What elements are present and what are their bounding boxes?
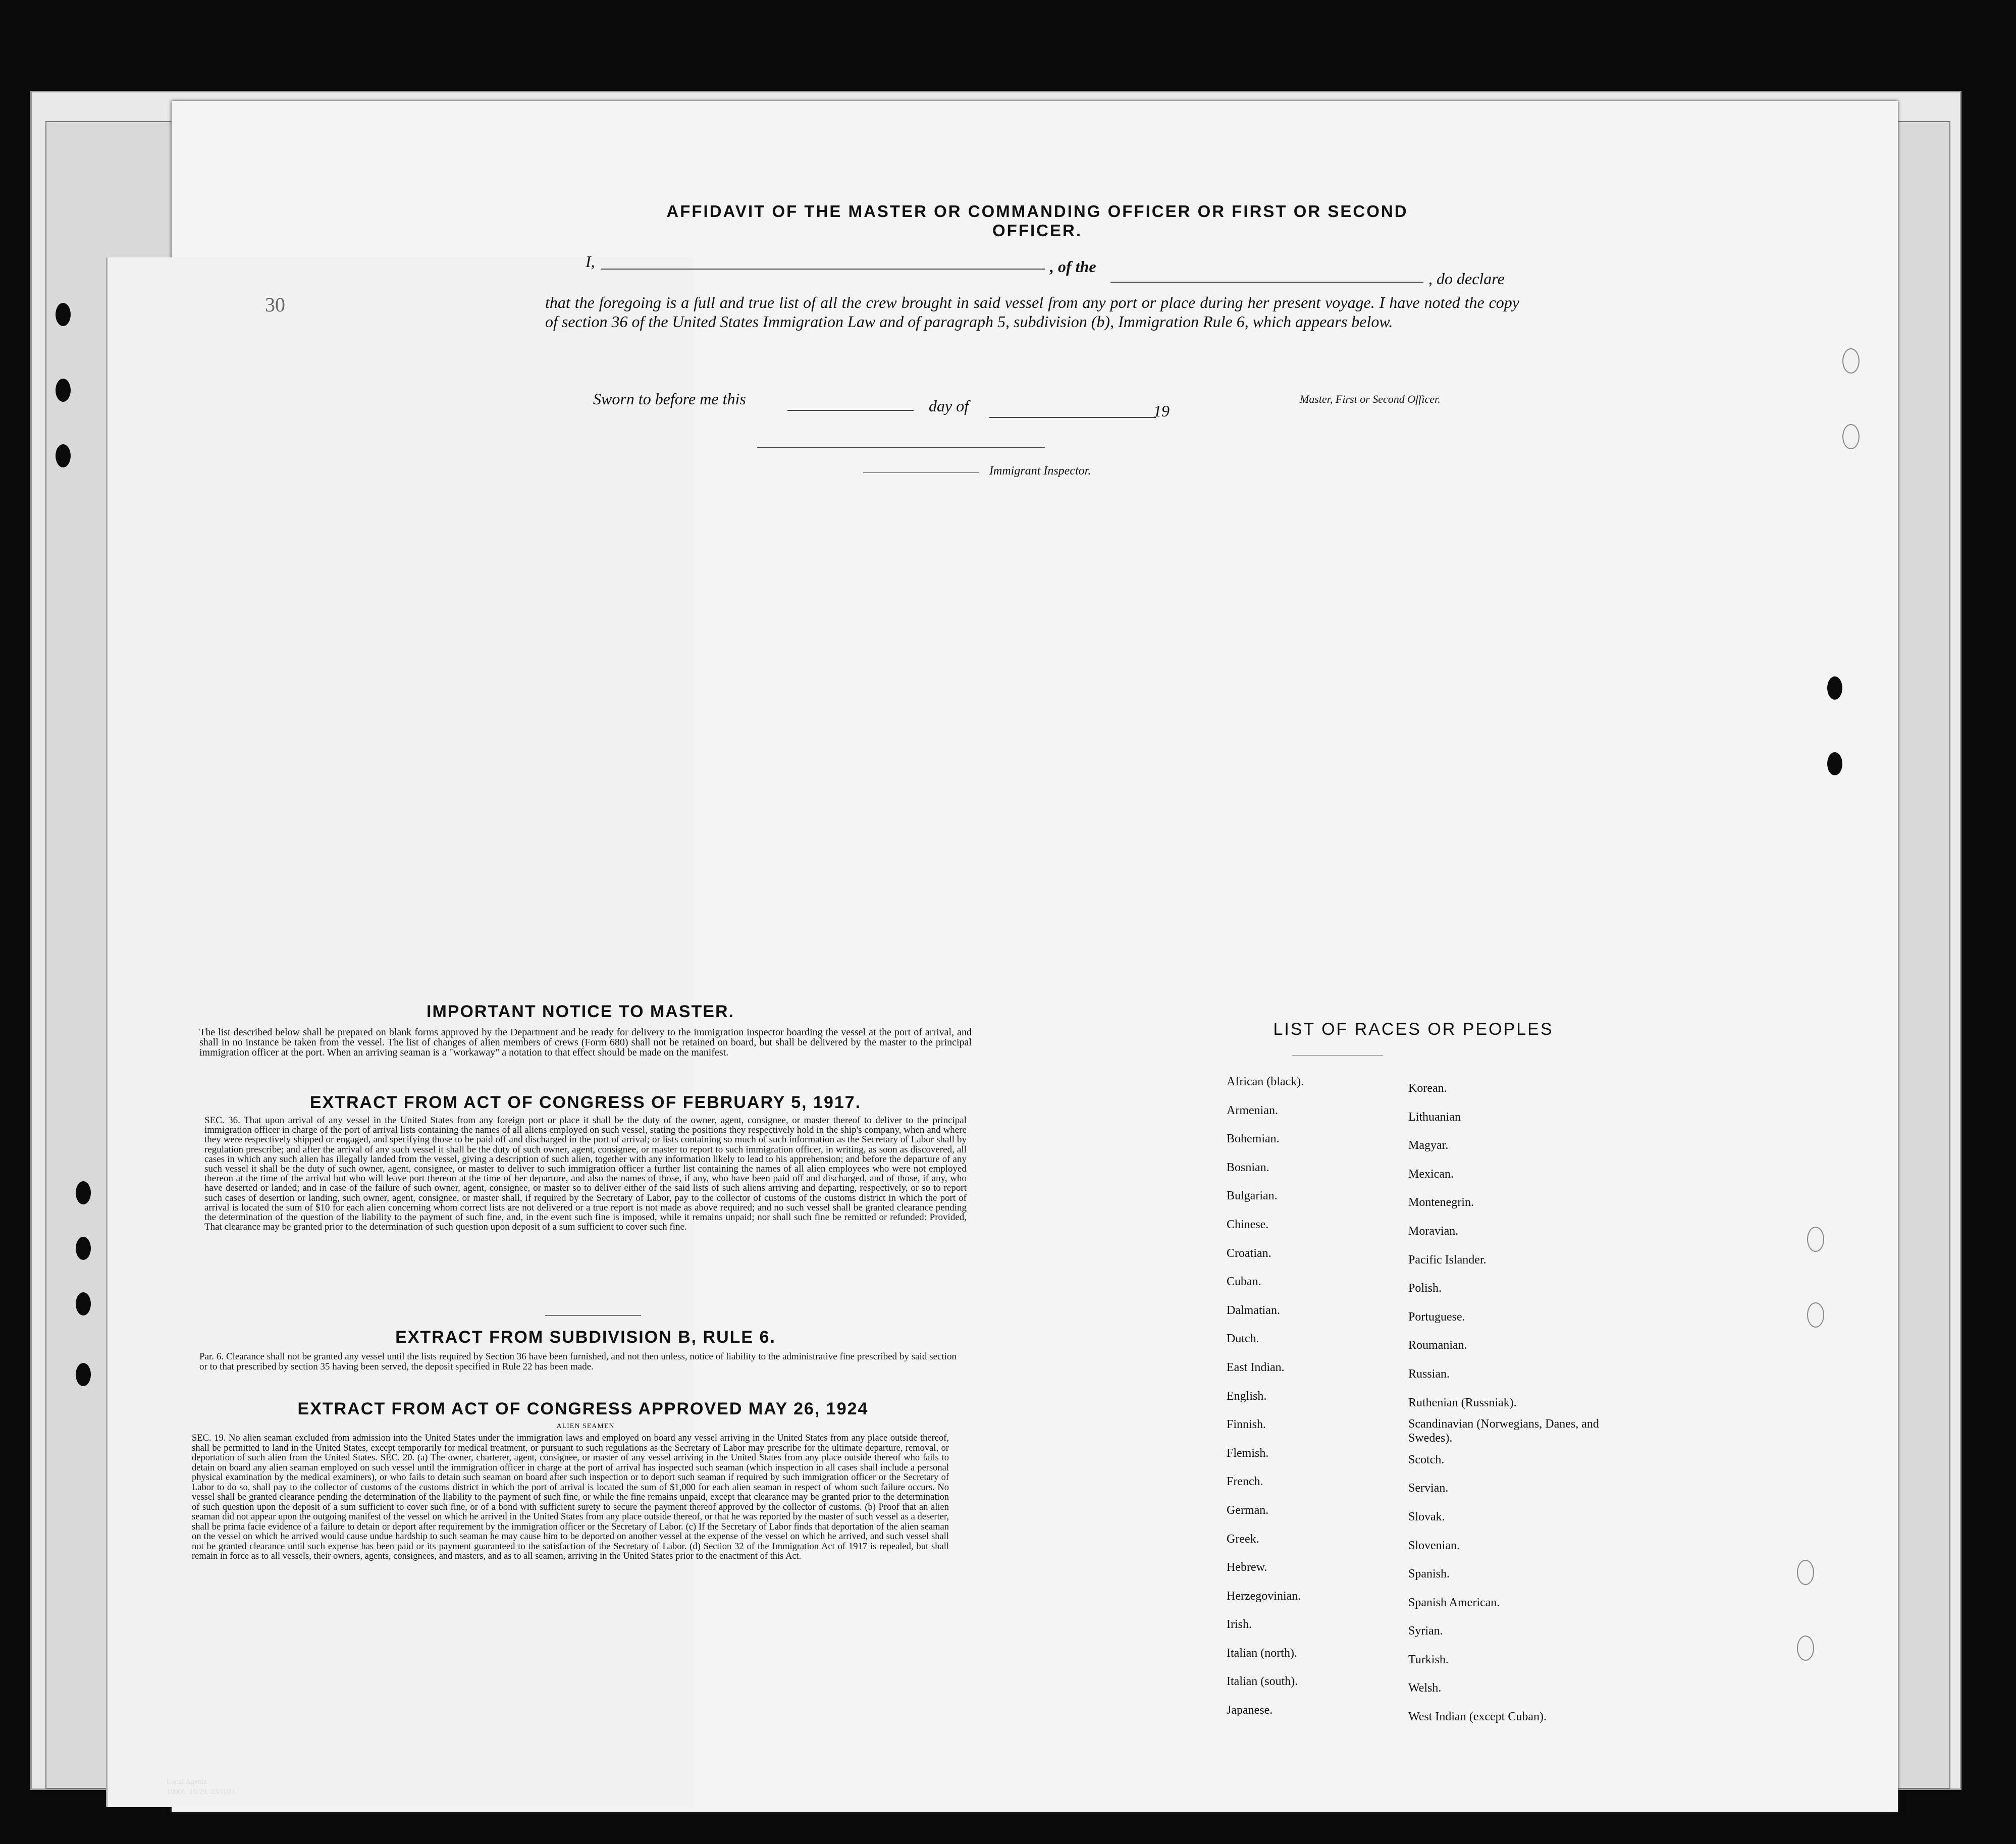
races-column-2	[1408, 1074, 1620, 1731]
affidavit-do-declare: , do declare	[1428, 270, 1505, 288]
punch-hole	[1807, 1302, 1824, 1328]
race-item: Italian (north).	[1227, 1646, 1297, 1660]
race-item: Lithuanian	[1408, 1110, 1461, 1124]
day-of-label: day of	[929, 397, 969, 415]
race-item: Irish.	[1227, 1618, 1252, 1631]
race-item: English.	[1227, 1389, 1267, 1403]
race-item: Roumanian.	[1408, 1339, 1467, 1352]
race-item: Polish.	[1408, 1282, 1442, 1295]
races-divider	[1292, 1055, 1383, 1056]
page-number: 30	[265, 293, 285, 316]
race-item: Chinese.	[1227, 1218, 1269, 1231]
race-item: German.	[1227, 1503, 1269, 1517]
race-item: Japanese.	[1227, 1704, 1273, 1717]
punch-hole	[1797, 1636, 1814, 1661]
sworn-day-blank	[787, 410, 914, 411]
race-item: African (black).	[1227, 1075, 1304, 1088]
race-item: Dalmatian.	[1227, 1303, 1280, 1317]
affidavit-i-label: I,	[586, 252, 595, 271]
footer-line-1: Local Agents	[167, 1778, 207, 1786]
race-item: Croatian.	[1227, 1246, 1271, 1260]
race-item: Cuban.	[1227, 1275, 1261, 1289]
sworn-month-blank	[989, 417, 1156, 418]
race-item: Herzegovinian.	[1227, 1589, 1301, 1603]
race-item: Mexican.	[1408, 1167, 1454, 1181]
race-item: Finnish.	[1227, 1418, 1266, 1432]
section-divider	[545, 1315, 641, 1316]
races-title: LIST OF RACES OR PEOPLES	[1273, 1020, 1554, 1039]
punch-hole	[1827, 676, 1842, 700]
binder-hole	[76, 1181, 91, 1204]
punch-hole	[1842, 348, 1860, 374]
vessel-blank-line	[1110, 282, 1423, 283]
footer-line-2: 10000. 10/29. 23/1021.	[167, 1788, 237, 1796]
race-item: Portuguese.	[1408, 1310, 1465, 1324]
race-item: Montenegrin.	[1408, 1196, 1474, 1209]
affidavit-text: that the foregoing is a full and true list of all the crew brought in said vessel from any port or place during her present voyage. I have noted the copy of section 36 of the United States Immigration Law and of paragraph 5, subdivision (b), Immigration Rule 6, which appears below.	[545, 293, 1519, 331]
race-item: Servian.	[1408, 1482, 1449, 1495]
race-item: Spanish.	[1408, 1567, 1450, 1581]
race-item: Hebrew.	[1227, 1561, 1267, 1574]
race-item: Spanish American.	[1408, 1596, 1500, 1609]
binder-hole	[56, 444, 71, 467]
affidavit-title: AFFIDAVIT OF THE MASTER OR COMMANDING OFFICER OR FIRST OR SECOND OFFICER.	[666, 202, 1408, 240]
master-signature-label: Master, First or Second Officer.	[1300, 393, 1441, 405]
binder-hole	[76, 1292, 91, 1315]
sworn-label: Sworn to before me this	[593, 390, 746, 408]
race-item: Flemish.	[1227, 1446, 1269, 1460]
race-item: French.	[1227, 1475, 1263, 1489]
race-item: Dutch.	[1227, 1332, 1259, 1346]
footer-agents	[167, 1777, 237, 1797]
race-item: Welsh.	[1408, 1681, 1442, 1695]
race-item: West Indian (except Cuban).	[1408, 1710, 1547, 1724]
notice-text: The list described below shall be prepared on blank forms approved by the Department and be ready for delivery to the immigration inspector boarding the vessel at the port of arrival, and shall in no instance be taken from the vessel. The list of changes of alien members of crews (Form 680) shall not be retained on board, but shall be delivered by the master to the principal immigration officer at the port. When an arriving seaman is a "workaway" a notation to that effect should be made on the manifest.	[199, 1027, 972, 1058]
race-item: Syrian.	[1408, 1624, 1443, 1638]
inspector-line	[863, 472, 979, 473]
race-item: Turkish.	[1408, 1653, 1449, 1666]
extract-1917-text: SEC. 36. That upon arrival of any vessel in the United States from any foreign port or place it shall be the duty of the owner, agent, consignee, or master thereof to deliver to the principal immigration officer in charge of the port of arrival lists containing the names of all aliens employed on such vessel, stating the positions they respectively hold in the ship's company, when and where they were respectively shipped or engaged, and specifying those to be paid off and discharged in the port of arrival; or lists containing so much of such information as the Secretary of Labor shall by regulation prescribe; and after the arrival of any such vessel it shall be the duty of such owner, agent, consignee, or master to report to such immigration officer, in writing, as soon as discovered, all cases in which any such alien has illegally landed from the vessel, giving a description of such alien, together with any information likely to lead to his apprehension; and before the departure of any such vessel it shall be the duty of such owner, agent, consignee, or master to deliver to such immigration officer a further list containing the names of all alien employees who were not employed thereon at the time of the arrival but who will leave port thereon at the time of her departure, and also the names of those, if any, who have been paid off and discharged, and of those, if any, who have deserted or landed; and in case of the failure of such owner, agent, consignee, or master so to deliver either of the said lists of such aliens arriving and departing, respectively, or so to report such cases of desertion or landing, such owner, agent, consignee, or master shall, if required by the Secretary of Labor, pay to the collector of customs of the customs district in which the port of arrival is located the sum of $10 for each alien concerning whom correct lists are not delivered or a true report is not made as above required; and no such vessel shall be granted clearance pending the determination of the question of the liability to the payment of such fine, and, in the event such fine is imposed, while it remains unpaid; nor shall such fine be remitted or refunded: Provided, That clearance may be granted prior to the determination of such question upon deposit of a sum sufficient to cover such fine.	[204, 1115, 967, 1233]
punch-hole	[1827, 752, 1842, 775]
inspector-label: Immigrant Inspector.	[989, 464, 1091, 478]
affidavit-of-the: , of the	[1050, 257, 1096, 276]
race-item: Scotch.	[1408, 1453, 1445, 1466]
extract-1924-title: EXTRACT FROM ACT OF CONGRESS APPROVED MAY 26, 1924	[297, 1399, 869, 1418]
binder-hole	[56, 303, 71, 326]
race-item: Magyar.	[1408, 1139, 1449, 1152]
race-item: Armenian.	[1227, 1103, 1278, 1117]
rule6-title: EXTRACT FROM SUBDIVISION B, RULE 6.	[395, 1328, 776, 1347]
race-item: Greek.	[1227, 1532, 1259, 1546]
race-item: Russian.	[1408, 1367, 1450, 1381]
rule6-text: Par. 6. Clearance shall not be granted any vessel until the lists required by Section 36 have been furnished, and not then unless, notice of liability to the administrative fine prescribed by said section or to that prescribed by section 35 having been served, the deposit specified in Rule 22 has been made.	[199, 1351, 957, 1372]
races-column-1	[1227, 1068, 1378, 1725]
race-item: Korean.	[1408, 1082, 1447, 1095]
binder-hole	[76, 1237, 91, 1260]
extract-1924-text: SEC. 19. No alien seaman excluded from admission into the United States under the immigration laws and employed on board any vessel arriving in the United States from any place outside thereof, shall be permitted to land in the United States, except temporarily for medical treatment, or pursuant to such regulations as the Secretary of Labor may prescribe for the ultimate departure, removal, or deportation of such alien from the United States. SEC. 20. (a) The owner, charterer, agent, consignee, or master of any vessel arriving in the United States from any place outside thereof who fails to detain on board any alien seaman employed on such vessel until the immigration officer in charge at the port of arrival has inspected such seaman (which inspection in all cases shall include a personal physical examination by the medical examiners), or who fails to detain such seaman on board after such inspection or to deport such seaman if required by such immigration officer or the Secretary of Labor to do so, shall pay to the collector of customs of the customs district in which the port of arrival is located the sum of $1,000 for each alien seaman in respect of whom such failure occurs. No vessel shall be granted clearance pending the determination of the liability to the payment of such fine, or while the fine remains unpaid, except that clearance may be granted prior to the determination of such question upon the deposit of a sum sufficient to cover such fine, or of a bond with sufficient surety to secure the payment thereof approved by the collector of customs. (b) Proof that an alien seaman did not appear upon the outgoing manifest of the vessel on which he arrived in the United States from any place outside thereof, or that he was reported by the master of such vessel as a deserter, shall be prima facie evidence of a failure to detain or deport after requirement by the immigration officer or the Secretary of Labor. (c) If the Secretary of Labor finds that deportation of the alien seaman on the vessel on which he arrived would cause undue hardship to such seaman he may cause him to be deported on another vessel at the expense of the vessel on which he arrived, and such vessel shall not be granted clearance until such expense has been paid or its payment guaranteed to the satisfaction of the Secretary of Labor. (d) Section 32 of the Immigration Act of 1917 is repealed, but shall remain in force as to all vessels, their owners, agents, consignees, and masters, and as to all seamen, arriving in the United States prior to the enactment of this Act.	[192, 1433, 949, 1561]
race-item: Italian (south).	[1227, 1675, 1298, 1689]
binder-hole	[76, 1363, 91, 1386]
notice-title: IMPORTANT NOTICE TO MASTER.	[427, 1002, 734, 1021]
race-item: Bulgarian.	[1227, 1189, 1278, 1203]
punch-hole	[1797, 1560, 1814, 1585]
extract-1924-subtitle: ALIEN SEAMEN	[556, 1422, 615, 1430]
punch-hole	[1842, 424, 1860, 449]
race-item: East Indian.	[1227, 1360, 1285, 1374]
punch-hole	[1807, 1227, 1824, 1252]
race-item: Bohemian.	[1227, 1132, 1280, 1146]
signature-line	[757, 447, 1045, 448]
extract-1917-title: EXTRACT FROM ACT OF CONGRESS OF FEBRUARY 5, 1917.	[309, 1093, 862, 1112]
race-item: Scandinavian (Norwegians, Danes, and Swedes).	[1408, 1417, 1599, 1445]
race-item: Pacific Islander.	[1408, 1253, 1487, 1267]
race-item: Ruthenian (Russniak).	[1408, 1396, 1517, 1409]
race-item: Slovak.	[1408, 1510, 1445, 1523]
race-item: Bosnian.	[1227, 1161, 1269, 1174]
race-item: Slovenian.	[1408, 1539, 1460, 1552]
year-label: 19	[1153, 402, 1170, 420]
name-blank-line	[601, 269, 1045, 270]
binder-hole	[56, 379, 71, 402]
race-item: Moravian.	[1408, 1224, 1459, 1238]
